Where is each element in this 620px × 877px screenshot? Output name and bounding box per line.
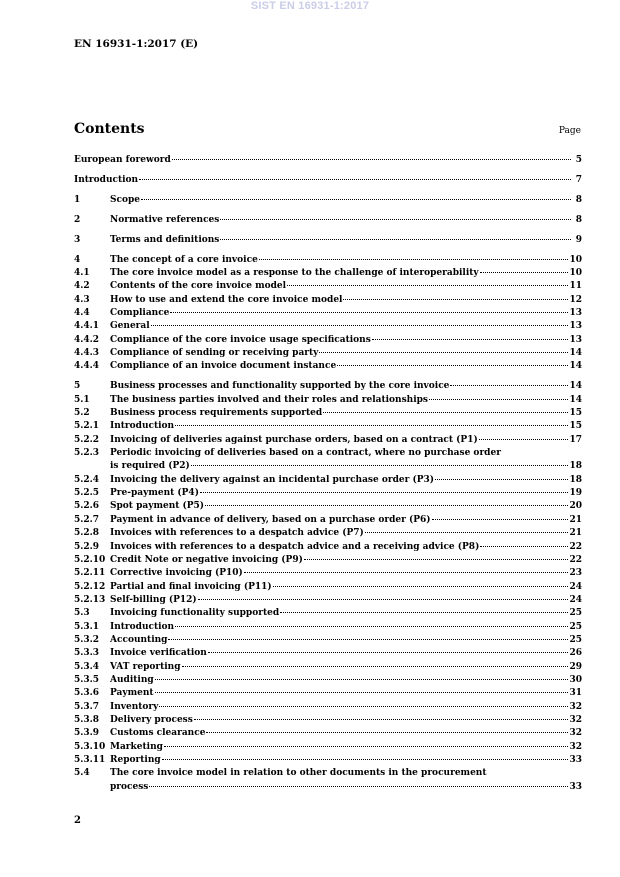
toc-entry-title: Self-billing (P12): [110, 594, 197, 605]
toc-entry[interactable]: [74, 267, 582, 280]
toc-entry-page: 13: [569, 334, 582, 345]
toc-entry-title: Payment: [110, 688, 154, 699]
leader-dots: [194, 719, 569, 720]
toc-entry-page: 14: [569, 348, 582, 359]
leader-dots: [200, 492, 569, 493]
toc-entry[interactable]: [74, 714, 582, 727]
toc-entry-page: 33: [569, 781, 582, 792]
toc-entry-title: European foreword: [74, 155, 171, 165]
toc-entry-number: 4.4: [74, 308, 90, 319]
toc-entry-page: 32: [569, 701, 582, 712]
leader-dots: [432, 519, 569, 520]
toc-entry-number: 5.2.12: [74, 581, 106, 592]
toc-entry-page: 7: [575, 174, 582, 185]
leader-dots: [319, 352, 568, 353]
leader-dots: [175, 626, 568, 627]
toc-entry-number: 4.4.2: [74, 334, 100, 345]
toc-entry-number: 5.3.8: [74, 714, 100, 725]
toc-entry-title: Business process requirements supported: [110, 408, 323, 419]
leader-dots: [429, 399, 569, 400]
toc-entry-page: 13: [569, 308, 582, 319]
toc-entry-page: 25: [569, 608, 582, 619]
toc-entry-page: 25: [569, 621, 582, 632]
toc-entry-page: 33: [569, 755, 582, 765]
leader-dots: [162, 759, 569, 760]
toc-entry[interactable]: [74, 434, 582, 447]
toc-entry[interactable]: [74, 420, 582, 433]
toc-entry[interactable]: [74, 280, 582, 293]
toc-entry-page: 9: [575, 234, 582, 245]
toc-entry-title: Compliance of sending or receiving party: [110, 348, 319, 359]
toc-entry[interactable]: [74, 514, 582, 527]
toc-entry[interactable]: [74, 294, 582, 307]
toc-entry-title: Periodic invoicing of deliveries based on a contract, where no purchase order: [110, 448, 501, 459]
toc-entry[interactable]: [74, 320, 582, 333]
toc-entry-title: Compliance of an invoice document instance: [110, 361, 337, 372]
toc-entry-page: 23: [569, 568, 582, 579]
toc-entry-page: 20: [569, 501, 582, 512]
toc-entry-title: The core invoice model as a response to the challenge of interoperability: [110, 268, 479, 279]
toc-entry-page: 14: [569, 361, 582, 372]
toc-entry[interactable]: [74, 487, 582, 500]
toc-entry-title-continued: is required (P2): [110, 461, 190, 472]
toc-entry-title: Auditing: [110, 674, 154, 685]
leader-dots: [365, 532, 569, 533]
toc-entry-number: 5.3: [74, 608, 90, 619]
toc-entry-number: 5.3.1: [74, 621, 100, 632]
toc-entry[interactable]: [74, 607, 582, 620]
toc-entry[interactable]: [74, 307, 582, 320]
contents-title: Contents: [74, 121, 145, 137]
leader-dots: [205, 505, 568, 506]
toc-entry-title: Invoices with references to a despatch advice (P7): [110, 528, 364, 539]
toc-entry-title: Invoices with references to a despatch advice and a receiving advice (P8): [110, 541, 480, 552]
toc-entry-title: General: [110, 321, 150, 332]
toc-entry-title: Invoicing of deliveries against purchase orders, based on a contract (P1): [110, 434, 478, 445]
toc-entry-page: 14: [569, 381, 582, 392]
toc-entry-title: Spot payment (P5): [110, 501, 205, 512]
toc-entry-number: 5.3.3: [74, 648, 100, 659]
toc-entry-title: Invoicing the delivery against an incidental purchase order (P3): [110, 474, 435, 485]
toc-entry[interactable]: [74, 701, 582, 714]
toc-entry[interactable]: [74, 360, 582, 373]
toc-entry-number: 5: [74, 381, 81, 392]
leader-dots: [182, 666, 569, 667]
toc-entry-title: Scope: [110, 194, 141, 205]
toc-entry-title: Delivery process: [110, 714, 193, 725]
toc-entry-number: 4.4.1: [74, 321, 100, 332]
toc-entry-page: 11: [569, 281, 582, 292]
leader-dots: [220, 239, 571, 240]
toc-entry-title: The concept of a core invoice: [110, 254, 258, 265]
toc-entry[interactable]: [74, 567, 582, 580]
toc-entry[interactable]: [74, 500, 582, 513]
toc-entry[interactable]: [74, 380, 582, 393]
toc-entry-page: 5: [575, 155, 582, 165]
toc-entry-page: 31: [569, 688, 582, 699]
toc-entry-number: 5.4: [74, 768, 90, 779]
toc-entry-number: 5.2.4: [74, 474, 100, 485]
leader-dots: [220, 219, 571, 220]
toc-entry[interactable]: [74, 447, 582, 474]
leader-dots: [206, 732, 568, 733]
toc-entry-page: 10: [569, 268, 582, 279]
toc-entry[interactable]: [74, 687, 582, 700]
leader-dots: [172, 159, 571, 160]
toc-entry-page: 15: [569, 408, 582, 419]
toc-entry-number: 5.1: [74, 394, 90, 405]
toc-entry-page: 19: [569, 488, 582, 499]
leader-dots: [287, 285, 568, 286]
toc-entry-page: 14: [569, 394, 582, 405]
leader-dots: [139, 179, 571, 180]
watermark: SIST EN 16931-1:2017: [250, 0, 370, 12]
leader-dots: [155, 692, 569, 693]
leader-dots: [175, 425, 568, 426]
leader-dots: [372, 339, 569, 340]
toc-entry-number: 5.2.9: [74, 541, 100, 552]
toc-entry[interactable]: [74, 174, 582, 187]
toc-entry-number: 5.2.11: [74, 568, 106, 579]
toc-entry-number: 4.2: [74, 281, 90, 292]
toc-entry-page: 21: [569, 528, 582, 539]
toc-entry-page: 12: [569, 294, 582, 305]
toc-entry-number: 5.2.3: [74, 448, 100, 459]
toc-entry-page: 24: [569, 594, 582, 605]
toc-entry-title: Payment in advance of delivery, based on a purchase order (P6): [110, 514, 431, 525]
toc-entry-title: Business processes and functionality supported by the core invoice: [110, 381, 450, 392]
toc-entry-page: 32: [569, 741, 582, 752]
toc-entry-title: Invoicing functionality supported: [110, 608, 280, 619]
toc-entry[interactable]: [74, 154, 582, 167]
toc-entry-page: 10: [569, 254, 582, 265]
toc-entry[interactable]: [74, 647, 582, 660]
leader-dots: [208, 652, 569, 653]
leader-dots: [168, 639, 568, 640]
toc-entry-title: VAT reporting: [110, 661, 181, 672]
toc-entry-page: 21: [569, 514, 582, 525]
toc-entry-number: 5.3.6: [74, 688, 100, 699]
toc-entry-number: 5.2.2: [74, 434, 100, 445]
toc-entry-number: 4.1: [74, 268, 90, 279]
leader-dots: [280, 612, 568, 613]
toc-entry-page: 24: [569, 581, 582, 592]
leader-dots: [259, 259, 569, 260]
toc-entry-page: 13: [569, 321, 582, 332]
toc-entry-title: Invoice verification: [110, 648, 207, 659]
toc-entry-number: 5.2.6: [74, 501, 100, 512]
toc-entry-number: 5.3.9: [74, 728, 100, 739]
toc-entry-title: Marketing: [110, 741, 163, 752]
toc-entry[interactable]: [74, 541, 582, 554]
leader-dots: [479, 439, 569, 440]
toc-entry-title: The core invoice model in relation to other documents in the procurement: [110, 768, 487, 779]
leader-dots: [198, 599, 569, 600]
toc-entry-title-continued: process: [110, 781, 149, 792]
toc-entry-page: 17: [569, 434, 582, 445]
toc-entry-title: Introduction: [110, 421, 175, 432]
toc-entry-title: Normative references: [110, 214, 220, 225]
toc-entry-number: 3: [74, 234, 81, 245]
toc-entry-number: 4.3: [74, 294, 90, 305]
toc-entry[interactable]: [74, 621, 582, 634]
toc-entry-page: 32: [569, 714, 582, 725]
toc-entry-number: 5.2.13: [74, 594, 106, 605]
leader-dots: [244, 572, 569, 573]
toc-entry-title: The business parties involved and their roles and relationships: [110, 394, 428, 405]
toc-entry-number: 5.2.10: [74, 554, 106, 565]
toc-entry[interactable]: [74, 334, 582, 347]
toc-entry-title: Compliance: [110, 308, 170, 319]
toc-entry-number: 5.3.5: [74, 674, 100, 685]
leader-dots: [191, 465, 569, 466]
toc-entry[interactable]: [74, 214, 582, 227]
toc-entry-title: Contents of the core invoice model: [110, 281, 287, 292]
leader-dots: [149, 786, 568, 787]
toc-entry[interactable]: [74, 727, 582, 740]
toc-entry[interactable]: [74, 394, 582, 407]
leader-dots: [304, 559, 569, 560]
toc-entry[interactable]: [74, 674, 582, 687]
toc-entry-number: 4.4.4: [74, 361, 100, 372]
toc-entry[interactable]: [74, 407, 582, 420]
toc-entry-number: 5.3.2: [74, 634, 100, 645]
toc-entry[interactable]: [74, 234, 582, 247]
toc-entry[interactable]: [74, 347, 582, 360]
toc-entry-number: 2: [74, 214, 81, 225]
toc-entry-title: How to use and extend the core invoice model: [110, 294, 343, 305]
toc-entry-page: 22: [569, 554, 582, 565]
page-number: 2: [74, 815, 81, 826]
toc-entry[interactable]: [74, 754, 582, 767]
toc-entry[interactable]: [74, 254, 582, 267]
toc-entry[interactable]: [74, 594, 582, 607]
toc-entry-title: Inventory: [110, 701, 159, 712]
leader-dots: [480, 546, 568, 547]
toc-entry-title: Partial and final invoicing (P11): [110, 581, 272, 592]
toc-entry-page: 30: [569, 674, 582, 685]
toc-entry-number: 5.2.7: [74, 514, 100, 525]
leader-dots: [435, 479, 568, 480]
leader-dots: [155, 679, 569, 680]
toc-entry-page: 18: [569, 461, 582, 472]
toc-entry-page: 32: [569, 728, 582, 739]
toc-entry-page: 18: [569, 474, 582, 485]
toc-entry-title: Accounting: [110, 634, 168, 645]
toc-entry-title: Terms and definitions: [110, 234, 220, 245]
toc-entry-number: 5.3.7: [74, 701, 100, 712]
toc-entry-page: 25: [569, 634, 582, 645]
leader-dots: [164, 746, 569, 747]
toc-entry-page: 22: [569, 541, 582, 552]
toc-entry-number: 5.3.11: [74, 755, 106, 765]
toc-entry-title: Introduction: [110, 621, 175, 632]
toc-entry-number: 5.3.10: [74, 741, 106, 752]
toc-entry[interactable]: [74, 741, 582, 754]
toc-entry-page: 26: [569, 648, 582, 659]
toc-entry-page: 29: [569, 661, 582, 672]
leader-dots: [323, 412, 568, 413]
document-id: EN 16931-1:2017 (E): [74, 38, 199, 50]
toc-entry-title: Reporting: [110, 755, 161, 765]
toc-entry-number: 5.2.1: [74, 421, 100, 432]
toc-entry[interactable]: [74, 527, 582, 540]
leader-dots: [159, 706, 568, 707]
leader-dots: [337, 365, 568, 366]
toc-entry-page: 8: [575, 194, 582, 205]
toc-entry-number: 5.3.4: [74, 661, 100, 672]
toc-entry-number: 5.2: [74, 408, 90, 419]
toc-entry-number: 1: [74, 194, 81, 205]
toc-entry-page: 8: [575, 214, 582, 225]
toc-entry[interactable]: [74, 474, 582, 487]
leader-dots: [170, 312, 568, 313]
toc-entry[interactable]: [74, 767, 582, 794]
toc-entry-number: 5.2.5: [74, 488, 100, 499]
toc-entry-page: 15: [569, 421, 582, 432]
toc-entry-title: Credit Note or negative invoicing (P9): [110, 554, 303, 565]
toc-entry-title: Customs clearance: [110, 728, 206, 739]
toc-entry-title: Introduction: [74, 174, 139, 185]
table-of-contents: [74, 154, 582, 794]
toc-entry-number: 4.4.3: [74, 348, 100, 359]
toc-entry[interactable]: [74, 194, 582, 207]
toc-entry-title: Corrective invoicing (P10): [110, 568, 243, 579]
toc-entry[interactable]: [74, 661, 582, 674]
leader-dots: [151, 325, 569, 326]
leader-dots: [141, 199, 571, 200]
leader-dots: [273, 586, 569, 587]
toc-entry[interactable]: [74, 581, 582, 594]
leader-dots: [450, 385, 568, 386]
leader-dots: [343, 299, 568, 300]
page-column-label: Page: [558, 126, 581, 136]
leader-dots: [480, 272, 569, 273]
toc-entry-title: Compliance of the core invoice usage specifications: [110, 334, 371, 345]
toc-entry-title: Pre-payment (P4): [110, 488, 199, 499]
toc-entry-number: 5.2.8: [74, 528, 100, 539]
toc-entry[interactable]: [74, 554, 582, 567]
toc-entry-number: 4: [74, 254, 81, 265]
toc-entry[interactable]: [74, 634, 582, 647]
